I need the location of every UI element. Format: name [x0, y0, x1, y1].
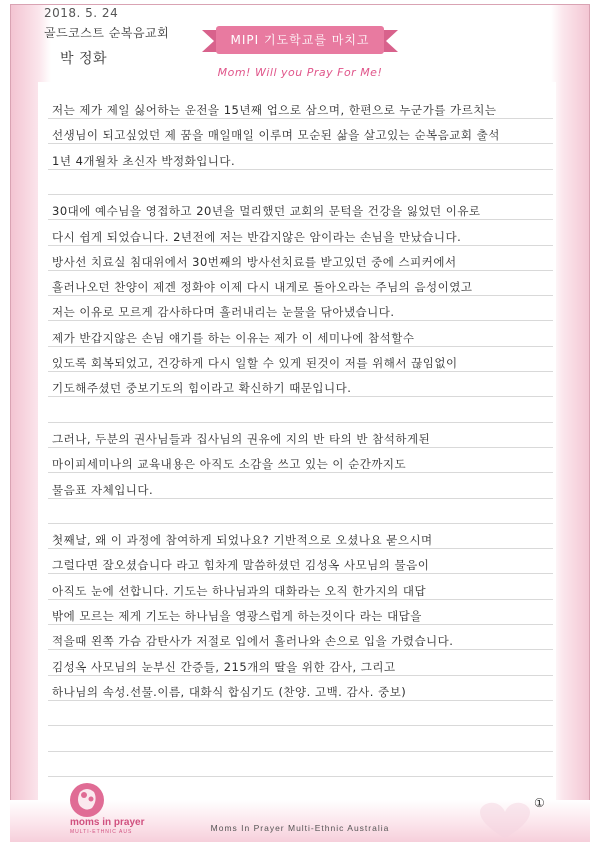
ruled-line: [48, 624, 553, 625]
ruled-line: [48, 725, 553, 726]
letter-line: 아직도 눈에 선합니다. 기도는 하나님과의 대화라는 오직 한가지의 대답: [52, 584, 427, 598]
ruled-line: [48, 320, 553, 321]
letter-line: 마이피세미나의 교육내용은 아직도 소감을 쓰고 있는 이 순간까지도: [52, 457, 407, 471]
page-subtitle: Mom! Will you Pray For Me!: [217, 66, 383, 79]
ruled-line: [48, 118, 553, 119]
letter-line: 하나님의 속성.선물.이름, 대화식 합심기도 (찬양. 고백. 감사. 중보): [52, 685, 407, 699]
ruled-line: [48, 649, 553, 650]
letter-line: 그럴다면 잘오셨습니다 라고 힘차게 말씀하셨던 김성옥 사모님의 물음이: [52, 558, 430, 572]
letter-line: 첫째날, 왜 이 과정에 참여하게 되었나요? 기반적으로 오셨나요 묻으시며: [52, 533, 433, 547]
author-name: 박 정화: [60, 51, 108, 67]
ruled-line: [48, 498, 553, 499]
ruled-line: [48, 194, 553, 195]
ruled-line: [48, 270, 553, 271]
footer-organization: Moms In Prayer Multi-Ethnic Australia: [210, 823, 390, 833]
ruled-line: [48, 700, 553, 701]
logo-tagline: MULTI-ETHNIC AUS: [70, 829, 133, 835]
letter-line: 저는 제가 제일 싫어하는 운전을 15년째 업으로 삼으며, 한편으로 누군가를 가르치는: [52, 103, 497, 117]
ruled-line: [48, 245, 553, 246]
ruled-line: [48, 751, 553, 752]
ruled-line: [48, 447, 553, 448]
letter-line: 흘러나오던 찬양이 제겐 정화야 이제 다시 내게로 돌아오라는 주님의 음성이였고: [52, 280, 473, 294]
letter-line: 김성옥 사모님의 눈부신 간증들, 215개의 딸을 위한 감사, 그리고: [52, 660, 396, 674]
ruled-line: [48, 346, 553, 347]
letter-line: 방사선 치료실 침대위에서 30번째의 방사선치료를 받고있던 중에 스피커에서: [52, 255, 457, 269]
letter-line: 물음표 자체입니다.: [52, 483, 154, 497]
ruled-line: [48, 143, 553, 144]
ruled-line: [48, 396, 553, 397]
letter-line: 1년 4개월차 초신자 박정화입니다.: [52, 154, 236, 168]
ruled-line: [48, 422, 553, 423]
letter-line: 밖에 모르는 제게 기도는 하나님을 영광스럽게 하는것이다 라는 대답을: [52, 609, 422, 623]
letter-line: 선생님이 되고싶었던 제 꿈을 매일매일 이루며 모순된 삶을 살고있는 순복음교회 출석: [52, 128, 500, 142]
ruled-line: [48, 599, 553, 600]
ruled-line: [48, 523, 553, 524]
ruled-line: [48, 295, 553, 296]
page-number-mark: ①: [534, 796, 545, 810]
ruled-line: [48, 219, 553, 220]
ruled-line: [48, 371, 553, 372]
letter-line: 제가 반갑지않은 손님 얘기를 하는 이유는 제가 이 세미나에 참석할수: [52, 331, 415, 345]
church-name: 골드코스트 순복음교회: [44, 26, 170, 40]
letter-line: 30대에 예수님을 영접하고 20년을 멀리했던 교회의 문턱을 건강을 잃었던 이유로: [52, 204, 481, 218]
ruled-line: [48, 776, 553, 777]
date-text: 2018. 5. 24: [44, 6, 119, 20]
letter-line: 적을때 왼쪽 가슴 감탄사가 저절로 입에서 흘러나와 손으로 입을 가렸습니다.: [52, 634, 454, 648]
letter-line: 그러나, 두분의 권사님들과 집사님의 권유에 지의 반 타의 반 참석하게된: [52, 432, 431, 446]
letter-line: 저는 이유로 모르게 감사하다며 흘러내리는 눈물을 닦아냈습니다.: [52, 305, 395, 319]
ruled-line: [48, 169, 553, 170]
letter-line: 다시 쉽게 되었습니다. 2년전에 저는 반갑지않은 암이라는 손님을 만났습니다.: [52, 230, 462, 244]
ruled-line: [48, 573, 553, 574]
letter-line: 기도해주셨던 중보기도의 힘이라고 확신하기 때문입니다.: [52, 381, 352, 395]
ruled-line: [48, 675, 553, 676]
letter-line: 있도록 회복되었고, 건강하게 다시 일할 수 있게 된것이 저를 위해서 끊임없이: [52, 356, 458, 370]
logo-name: moms in prayer: [70, 817, 145, 828]
ruled-line: [48, 472, 553, 473]
heart-watermark-icon: [470, 800, 540, 840]
page-title: MIPI 기도학교를 마치고: [230, 33, 370, 47]
ruled-line: [48, 548, 553, 549]
